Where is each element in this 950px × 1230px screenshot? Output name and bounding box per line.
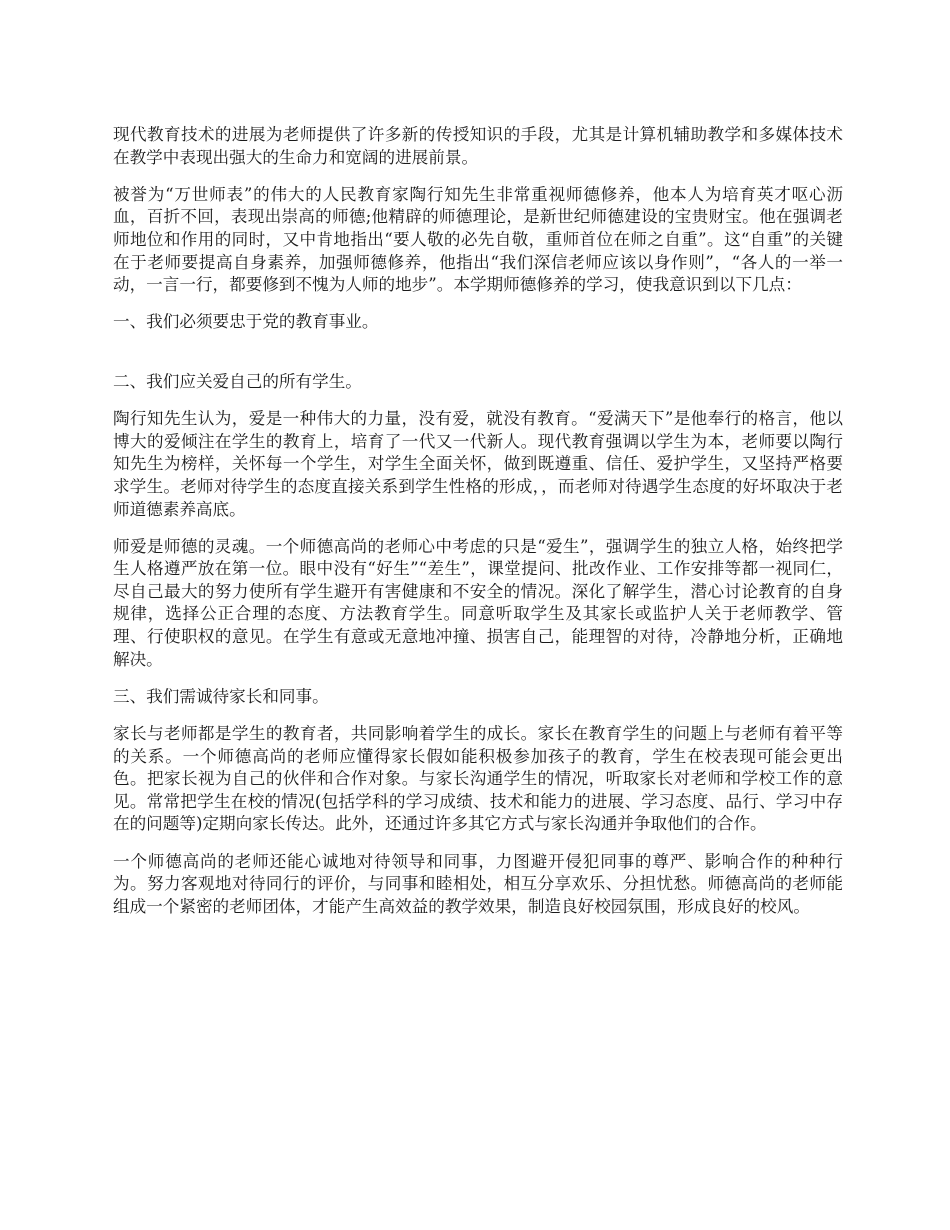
heading-point-one: 一、我们必须要忠于党的教育事业。 xyxy=(113,312,379,332)
paragraph-intro: 现代教育技术的进展为老师提供了许多新的传授知识的手段，尤其是计算机辅助教学和多媒体技术在教学中表现出强大的生命力和宽阔的进展前景。 xyxy=(113,125,843,167)
paragraph-tao-xingzhi: 被誉为“万世师表”的伟大的人民教育家陶行知先生非常重视师德修养，他本人为培育英才呕心沥血，百折不回，表现出崇高的师德;他精辟的师德理论，是新世纪师德建设的宝贵财宝。他在强调老师地位和作用的同时，又中肯地指出“要人敬的必先自敬，重师首位在师之自重”。这“自重”的关键在于老师要提高自身素养，加强师德修养，他指出“我们深信老师应该以身作则”，“各人的一举一动，一言一行，都要修到不愧为人师的地步”。本学期师德修养的学习，使我意识到以下几点： xyxy=(113,184,843,295)
heading-point-two: 二、我们应关爱自己的所有学生。 xyxy=(113,371,362,391)
heading-point-three: 三、我们需诚待家长和同事。 xyxy=(113,686,329,706)
paragraph-parents: 家长与老师都是学生的教育者，共同影响着学生的成长。家长在教育学生的问题上与老师有着平等的关系。一个师德高尚的老师应懂得家长假如能积极参加孩子的教育，学生在校表现可能会更出色。把家长视为自己的伙伴和合作对象。与家长沟通学生的情况，听取家长对老师和学校工作的意见。常常把学生在校的情况(包括学科的学习成绩、技术和能力的进展、学习态度、品行、学习中存在的问题等)定期向家长传达。此外，还通过许多其它方式与家长沟通并争取他们的合作。 xyxy=(113,724,843,834)
paragraph-teacher-love: 师爱是师德的灵魂。一个师德高尚的老师心中考虑的只是“爱生”，强调学生的独立人格，始终把学生人格遵严放在第一位。眼中没有“好生”“差生”，课堂提问、批改作业、工作安排等都一视同仁，尽自己最大的努力使所有学生避开有害健康和不安全的情况。深化了解学生，潜心讨论教育的自身规律，选择公正合理的态度、方法教育学生。同意听取学生及其家长或监护人关于老师教学、管理、行使职权的意见。在学生有意或无意地冲撞、损害自己，能理智的对待，冷静地分析，正确地解决。 xyxy=(113,536,843,669)
paragraph-colleagues: 一个师德高尚的老师还能心诚地对待领导和同事，力图避开侵犯同事的尊严、影响合作的种种行为。努力客观地对待同行的评价，与同事和睦相处，相互分享欢乐、分担忧愁。师德高尚的老师能组成一个紧密的老师团体，才能产生高效益的教学效果，制造良好校园氛围，形成良好的校风。 xyxy=(113,851,843,916)
paragraph-love-education: 陶行知先生认为，爱是一种伟大的力量，没有爱，就没有教育。“爱满天下”是他奉行的格言，他以博大的爱倾注在学生的教育上，培育了一代又一代新人。现代教育强调以学生为本，老师要以陶行知先生为榜样，关怀每一个学生，对学生全面关怀，做到既遵重、信任、爱护学生，又坚持严格要求学生。老师对待学生的态度直接关系到学生性格的形成，，而老师对待遇学生态度的好坏取决于老师道德素养高底。 xyxy=(113,409,843,519)
document-body xyxy=(113,124,843,933)
